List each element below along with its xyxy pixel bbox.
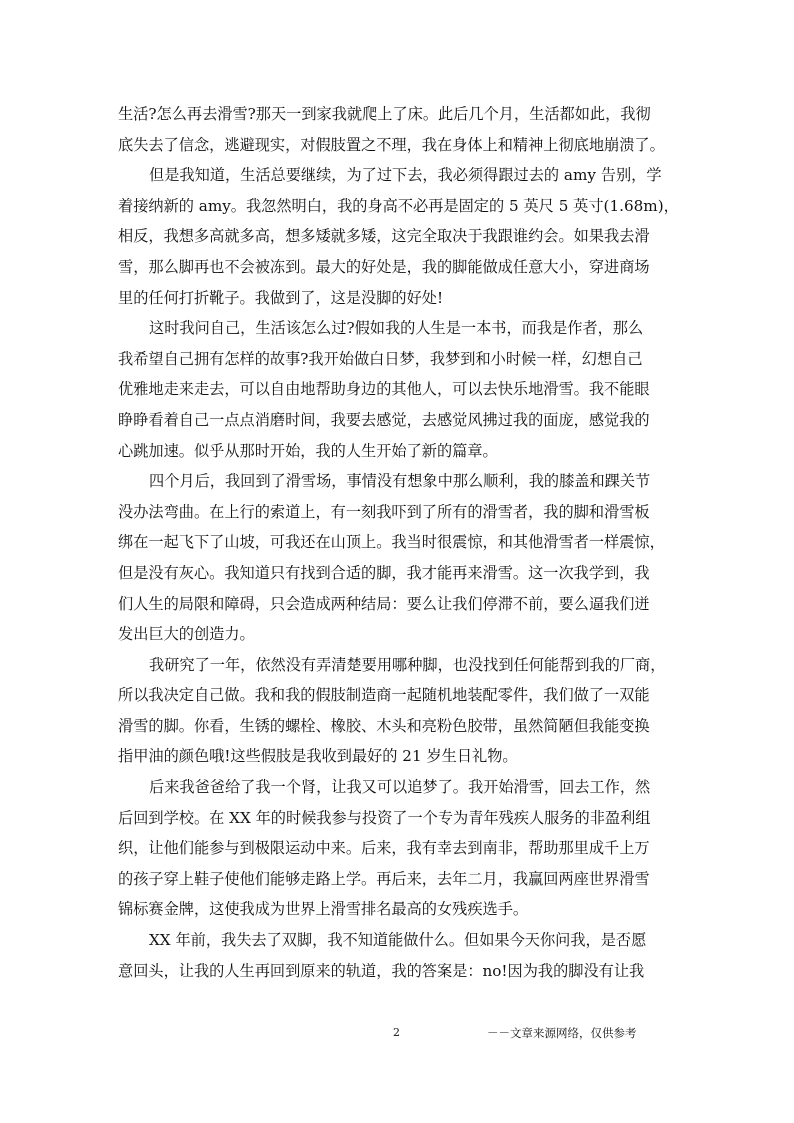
page-number: 2 bbox=[393, 1026, 400, 1039]
text-line: 滑雪的脚。你看，生锈的螺栓、橡胶、木头和亮粉色胶带，虽然简陋但我能变换 bbox=[118, 716, 650, 735]
text-line: 没办法弯曲。在上行的索道上，有一刻我吓到了所有的滑雪者，我的脚和滑雪板 bbox=[118, 502, 650, 521]
text-line: 优雅地走来走去，可以自由地帮助身边的其他人，可以去快乐地滑雪。我不能眼 bbox=[118, 380, 650, 399]
text-line: 锦标赛金牌，这使我成为世界上滑雪排名最高的女残疾选手。 bbox=[118, 900, 529, 919]
text-line: 后回到学校。在 XX 年的时候我参与投资了一个专为青年残疾人服务的非盈利组 bbox=[118, 808, 651, 827]
body-text bbox=[118, 99, 680, 986]
source-note: －－文章来源网络，仅供参考 bbox=[487, 1026, 637, 1040]
text-line: 相反，我想多高就多高，想多矮就多矮，这完全取决于我跟谁约会。如果我去滑 bbox=[118, 227, 650, 246]
text-line: 绑在一起飞下了山坡，可我还在山顶上。我当时很震惊，和其他滑雪者一样震惊， bbox=[118, 533, 665, 552]
text-line: 里的任何打折靴子。我做到了，这是没脚的好处! bbox=[118, 288, 444, 307]
text-line: 但是没有灰心。我知道只有找到合适的脚，我才能再来滑雪。这一次我学到，我 bbox=[118, 563, 650, 582]
text-line: 我希望自己拥有怎样的故事?我开始做白日梦，我梦到和小时候一样，幻想自己 bbox=[118, 349, 643, 368]
text-line: 这时我问自己，生活该怎么过?假如我的人生是一本书，而我是作者，那么 bbox=[149, 319, 644, 338]
text-line: 我研究了一年，依然没有弄清楚要用哪种脚，也没找到任何能帮到我的厂商， bbox=[149, 655, 666, 674]
text-line: 睁睁看着自己一点点消磨时间，我要去感觉，去感觉风拂过我的面庞，感觉我的 bbox=[118, 410, 650, 429]
text-line: 底失去了信念，逃避现实，对假肢置之不理，我在身体上和精神上彻底地崩溃了。 bbox=[118, 135, 665, 154]
text-line: 织，让他们能参与到极限运动中来。后来，我有幸去到南非，帮助那里成千上万 bbox=[118, 839, 650, 858]
text-line: 意回头，让我的人生再回到原来的轨道，我的答案是：no!因为我的脚没有让我 bbox=[118, 961, 645, 980]
text-line: 着接纳新的 amy。我忽然明白，我的身高不必再是固定的 5 英尺 5 英寸(1.68m)， bbox=[118, 196, 679, 215]
text-line: 后来我爸爸给了我一个肾，让我又可以追梦了。我开始滑雪，回去工作，然 bbox=[149, 778, 651, 797]
text-line: 雪，那么脚再也不会被冻到。最大的好处是，我的脚能做成任意大小，穿进商场 bbox=[118, 257, 650, 276]
text-line: 指甲油的颜色哦!这些假肢是我收到最好的 21 岁生日礼物。 bbox=[118, 747, 518, 766]
text-line: 的孩子穿上鞋子使他们能够走路上学。再后来，去年二月，我赢回两座世界滑雪 bbox=[118, 869, 650, 888]
text-line: 但是我知道，生活总要继续，为了过下去，我必须得跟过去的 amy 告别，学 bbox=[149, 166, 662, 185]
text-line: 四个月后，我回到了滑雪场，事情没有想象中那么顺利，我的膝盖和踝关节 bbox=[149, 472, 651, 491]
text-line: 所以我决定自己做。我和我的假肢制造商一起随机地装配零件，我们做了一双能 bbox=[118, 686, 650, 705]
text-line: 生活?怎么再去滑雪?那天一到家我就爬上了床。此后几个月，生活都如此，我彻 bbox=[118, 105, 651, 123]
text-line: 们人生的局限和障碍，只会造成两种结局：要么让我们停滞不前，要么逼我们迸 bbox=[118, 594, 650, 613]
text-line: 发出巨大的创造力。 bbox=[118, 625, 255, 644]
text-line: XX 年前，我失去了双脚，我不知道能做什么。但如果今天你问我，是否愿 bbox=[149, 931, 647, 950]
text-line: 心跳加速。似乎从那时开始，我的人生开始了新的篇章。 bbox=[118, 441, 498, 460]
